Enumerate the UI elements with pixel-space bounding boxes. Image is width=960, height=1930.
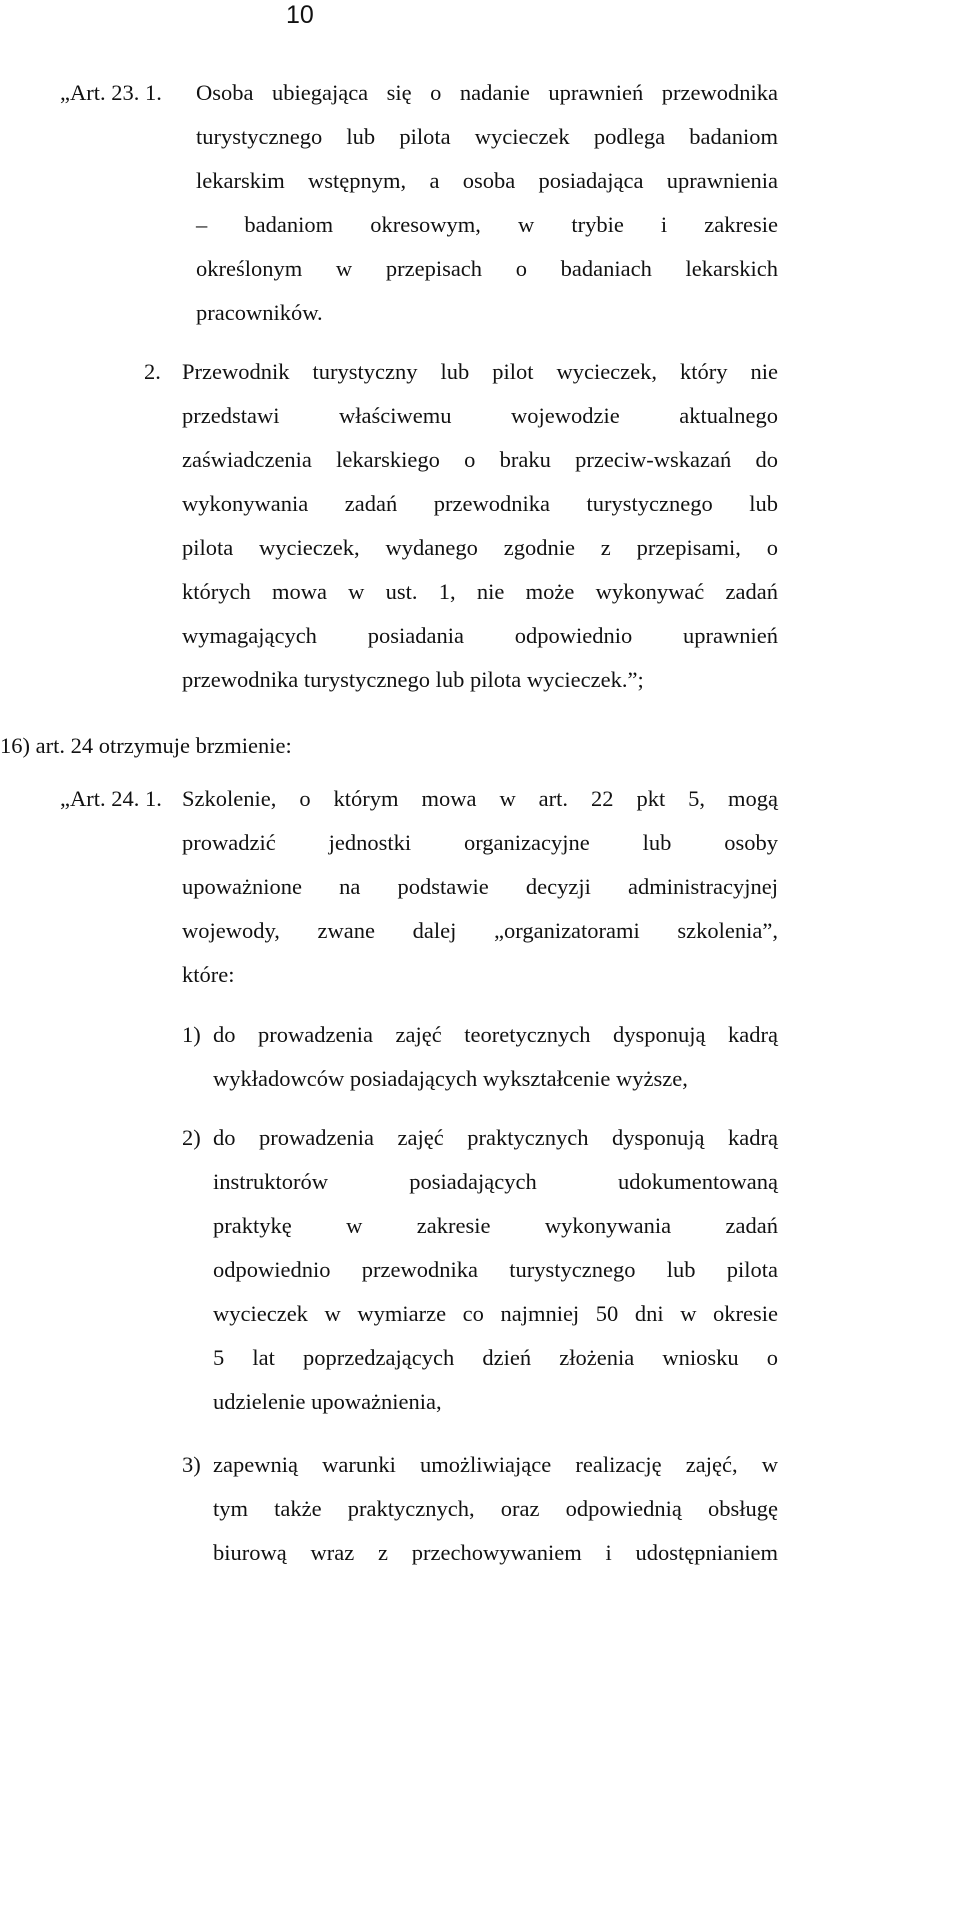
text-line: – badaniom okresowym, w trybie i zakresie [196,212,778,237]
text-line: Przewodnik turystyczny lub pilot wycieczek, który nie [182,359,778,384]
amendment-item-16: 16) art. 24 otrzymuje brzmienie: [0,733,292,758]
art24-intro [182,784,778,1004]
text-line: lekarskim wstępnym, a osoba posiadająca uprawnienia [196,168,778,193]
art23-paragraph-2 [182,357,778,709]
text-line: pracowników. [196,300,323,325]
text-line: biurową wraz z przechowywaniem i udostępnianiem [213,1540,778,1565]
text-line: określonym w przepisach o badaniach lekarskich [196,256,778,281]
text-line: przewodnika turystycznego lub pilota wycieczek.”; [182,667,644,692]
text-line: pilota wycieczek, wydanego zgodnie z przepisami, o [182,535,778,560]
text-line: Szkolenie, o którym mowa w art. 22 pkt 5, mogą [182,786,778,811]
text-line: wojewody, zwane dalej „organizatorami szkolenia”, [182,918,778,943]
text-line: wykładowców posiadających wykształcenie wyższe, [213,1066,688,1091]
list-item [213,1123,778,1431]
text-line: 5 lat poprzedzających dzień złożenia wniosku o [213,1345,778,1370]
text-line: których mowa w ust. 1, nie może wykonywać zadań [182,579,778,604]
text-line: przedstawi właściwemu wojewodzie aktualnego [182,403,778,428]
text-line: tym także praktycznych, oraz odpowiednią obsługę [213,1496,778,1521]
art24-label: „Art. 24. 1. [60,786,162,811]
text-line: turystycznego lub pilota wycieczek podlega badaniom [196,124,778,149]
text-line: instruktorów posiadających udokumentowaną [213,1169,778,1194]
text-line: udzielenie upoważnienia, [213,1389,442,1414]
list-item-number: 1) [182,1022,201,1047]
art23-paragraph-2-number: 2. [144,359,161,384]
text-line: zapewnią warunki umożliwiające realizację zajęć, w [213,1452,778,1477]
list-item [213,1020,778,1108]
text-line: do prowadzenia zajęć praktycznych dysponują kadrą [213,1125,778,1150]
list-item-number: 3) [182,1452,201,1477]
text-line: praktykę w zakresie wykonywania zadań [213,1213,778,1238]
text-line: Osoba ubiegająca się o nadanie uprawnień przewodnika [196,80,778,105]
text-line: prowadzić jednostki organizacyjne lub osoby [182,830,778,855]
text-line: wycieczek w wymiarze co najmniej 50 dni w okresie [213,1301,778,1326]
text-line: wykonywania zadań przewodnika turystycznego lub [182,491,778,516]
text-line: upoważnione na podstawie decyzji administracyjnej [182,874,778,899]
text-line: które: [182,962,235,987]
art23-paragraph-1 [196,78,778,342]
list-item [213,1450,778,1582]
text-line: zaświadczenia lekarskiego o braku przeciw-wskazań do [182,447,778,472]
art23-label: „Art. 23. 1. [60,80,162,105]
text-line: odpowiednio przewodnika turystycznego lub pilota [213,1257,778,1282]
text-line: wymagających posiadania odpowiednio uprawnień [182,623,778,648]
list-item-number: 2) [182,1125,201,1150]
page-number: 10 [286,1,314,29]
text-line: do prowadzenia zajęć teoretycznych dysponują kadrą [213,1022,778,1047]
